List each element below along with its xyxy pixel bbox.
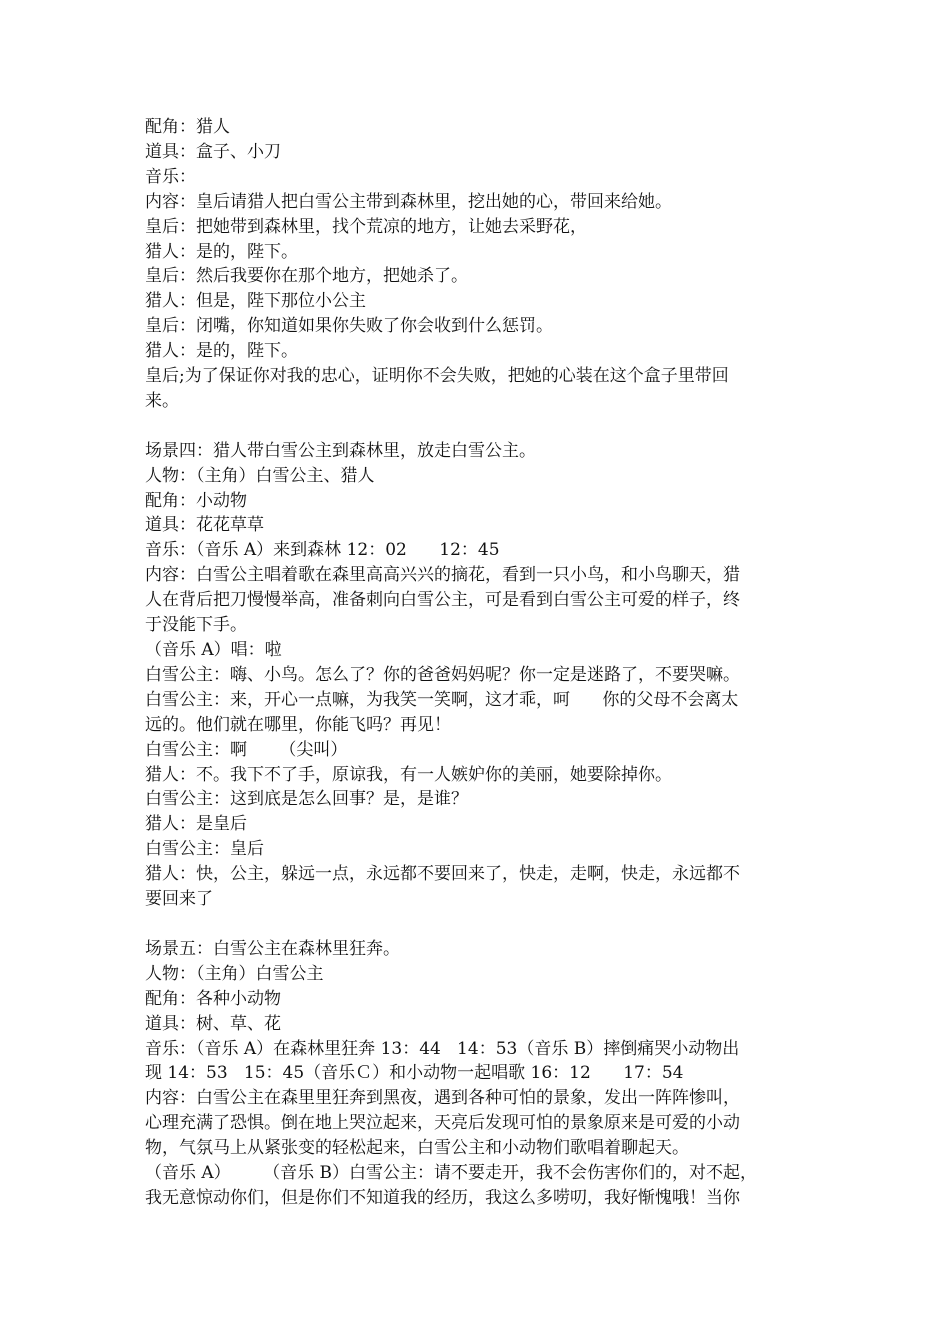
text-line: 道具：树、草、花 <box>145 1013 281 1034</box>
document-page <box>145 115 810 1211</box>
text-line: 于没能下手。 <box>145 615 247 636</box>
text-line: 人物：（主角）白雪公主、猎人 <box>145 465 375 486</box>
text-line: 皇后;为了保证你对我的忠心，证明你不会失败，把她的心装在这个盒子里带回 <box>145 366 729 387</box>
text-line: 猎人：是皇后 <box>145 814 247 835</box>
text-line: 场景五：白雪公主在森林里狂奔。 <box>145 938 400 959</box>
text-line: 皇后：把她带到森林里，找个荒凉的地方，让她去采野花， <box>145 216 587 237</box>
text-line: 物，气氛马上从紧张变的轻松起来，白雪公主和小动物们歌唱着聊起天。 <box>145 1138 689 1159</box>
text-line: 白雪公主：嗨、小鸟。怎么了？你的爸爸妈妈呢？你一定是迷路了，不要哭嘛。 <box>145 664 740 685</box>
text-line: 人物：（主角）白雪公主 <box>145 963 324 984</box>
text-line: 配角：各种小动物 <box>145 988 281 1009</box>
text-line: 配角：小动物 <box>145 490 247 511</box>
text-line: 道具：盒子、小刀 <box>145 141 281 162</box>
text-line: （音乐 A） （音乐 B）白雪公主：请不要走开，我不会伤害你们的，对不起， <box>145 1163 757 1184</box>
text-line: 白雪公主：皇后 <box>145 839 264 860</box>
text-line: 白雪公主：这到底是怎么回事？是，是谁？ <box>145 789 468 810</box>
text-line: 猎人：但是，陛下那位小公主 <box>145 291 366 312</box>
text-line: 猎人：快，公主，躲远一点，永远都不要回来了，快走，走啊，快走，永远都不 <box>145 864 740 885</box>
text-line: 白雪公主：啊 （尖叫） <box>145 739 348 760</box>
text-line: 配角：猎人 <box>145 117 230 137</box>
text-line: 白雪公主：来，开心一点嘛，为我笑一笑啊，这才乖，呵 你的父母不会离太 <box>145 689 739 710</box>
text-line: 现 14：53 15：45（音乐Ｃ）和小动物一起唱歌 16：12 17：54 <box>145 1063 684 1084</box>
text-line: 心理充满了恐惧。倒在地上哭泣起来，天亮后发现可怕的景象原来是可爱的小动 <box>145 1113 740 1134</box>
blank-line <box>145 912 810 937</box>
text-line: 音乐：（音乐 A）在森林里狂奔 13：44 14：53（音乐 B）摔倒痛哭小动物出 <box>145 1038 740 1059</box>
text-line: 音乐：（音乐 A）来到森林 12：02 12：45 <box>145 540 500 561</box>
text-line: 远的。他们就在哪里，你能飞吗？再见！ <box>145 714 451 735</box>
text-line: 音乐： <box>145 166 196 187</box>
text-line: 要回来了 <box>145 889 213 910</box>
text-line: 内容：白雪公主在森里里狂奔到黑夜，遇到各种可怕的景象，发出一阵阵惨叫， <box>145 1088 740 1109</box>
text-line: 人在背后把刀慢慢举高，准备刺向白雪公主，可是看到白雪公主可爱的样子，终 <box>145 590 740 611</box>
text-line: 我无意惊动你们，但是你们不知道我的经历，我这么多唠叨，我好惭愧哦！当你 <box>145 1187 740 1208</box>
text-line: 来。 <box>145 390 179 411</box>
text-line: （音乐 A）唱：啦 <box>145 640 282 661</box>
text-line: 场景四：猎人带白雪公主到森林里，放走白雪公主。 <box>145 440 536 461</box>
text-line: 猎人：是的，陛下。 <box>145 341 298 362</box>
text-line: 道具：花花草草 <box>145 515 264 536</box>
text-line: 猎人：是的，陛下。 <box>145 241 298 262</box>
text-line: 内容：皇后请猎人把白雪公主带到森林里，挖出她的心，带回来给她。 <box>145 191 672 212</box>
text-line: 皇后：闭嘴，你知道如果你失败了你会收到什么惩罚。 <box>145 316 553 337</box>
text-line: 内容：白雪公主唱着歌在森里高高兴兴的摘花，看到一只小鸟，和小鸟聊天，猎 <box>145 565 740 586</box>
blank-line <box>145 414 810 439</box>
text-line: 皇后：然后我要你在那个地方，把她杀了。 <box>145 266 468 287</box>
text-line: 猎人：不。我下不了手，原谅我，有一人嫉妒你的美丽，她要除掉你。 <box>145 764 672 785</box>
